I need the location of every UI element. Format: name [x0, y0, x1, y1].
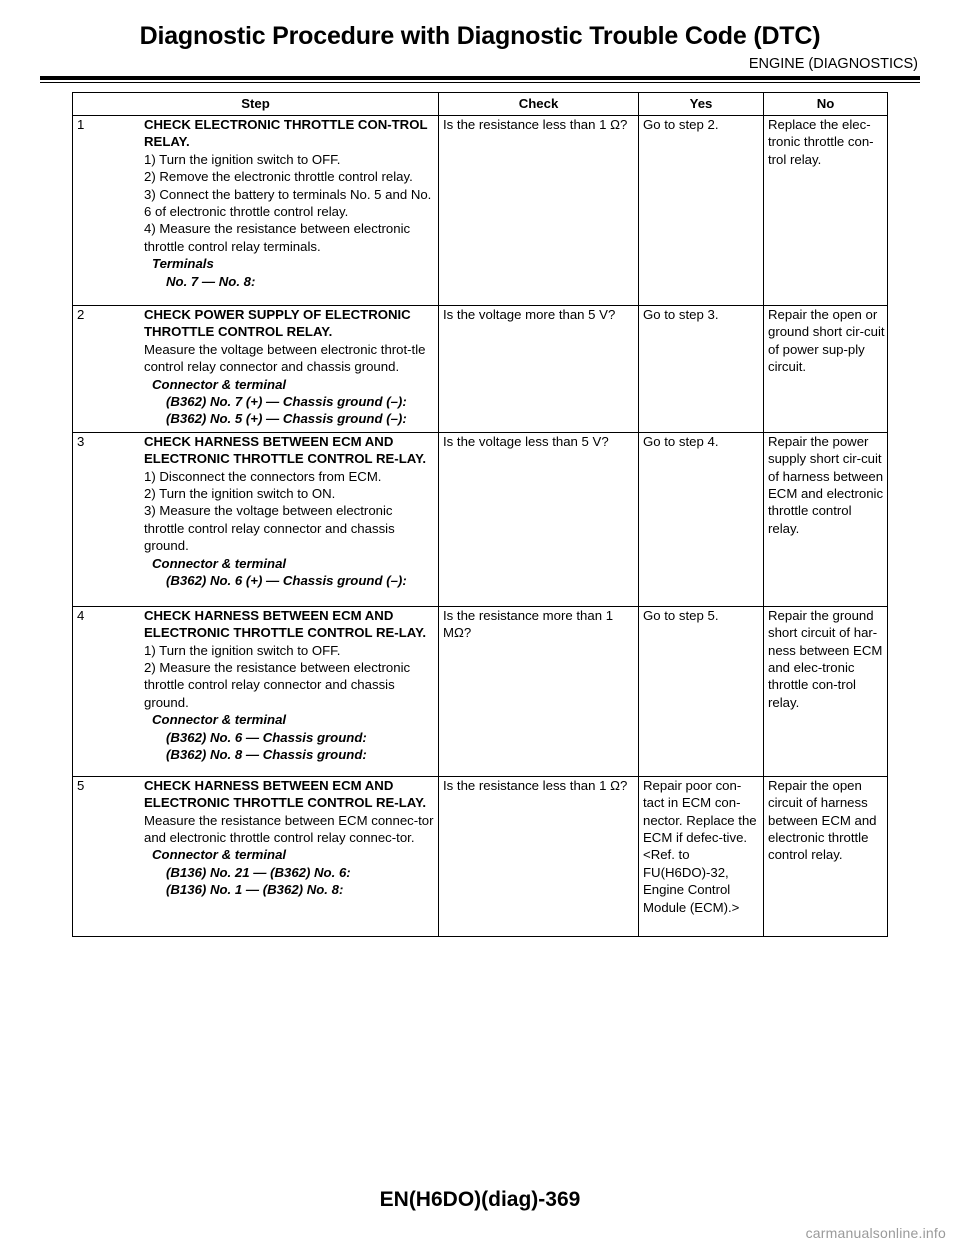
check-cell: Is the resistance less than 1 Ω?: [439, 776, 639, 936]
yes-cell: Go to step 5.: [639, 606, 764, 776]
step-title: CHECK POWER SUPPLY OF ELECTRONIC THROTTLE CONTROL RELAY.: [144, 307, 411, 340]
spec-value: (B362) No. 6 — Chassis ground:: [166, 729, 367, 745]
step-title: CHECK HARNESS BETWEEN ECM AND ELECTRONIC THROTTLE CONTROL RE-LAY.: [144, 777, 427, 811]
page-number: EN(H6DO)(diag)-369: [379, 1188, 581, 1211]
step-title: CHECK ELECTRONIC THROTTLE CON-TROL RELAY.: [144, 117, 428, 150]
yes-cell: Repair poor con-tact in ECM con-nector. Replace the ECM if defec-tive. <Ref. to FU(H6DO)-32, Engine Control Module (ECM).>: [639, 776, 764, 936]
column-header-yes: Yes: [639, 93, 764, 116]
step-cell: [73, 116, 439, 306]
step-cell: [73, 306, 439, 433]
step-number: 3: [77, 433, 85, 449]
column-header-step: Step: [73, 93, 439, 116]
header-rule-thin: [40, 82, 920, 83]
step-number: 2: [77, 307, 85, 322]
spec-value: (B362) No. 5 (+) — Chassis ground (–):: [166, 411, 407, 427]
table-row: [73, 306, 888, 433]
table-row: [73, 776, 888, 936]
table-row: [73, 116, 888, 306]
page-title: Diagnostic Procedure with Diagnostic Trouble Code (DTC): [139, 22, 821, 50]
step-cell: [73, 776, 439, 936]
table-header-row: [73, 93, 888, 116]
step-instruction: 2) Turn the ignition switch to ON.: [144, 486, 336, 502]
no-cell: Repair the open circuit of harness between ECM and electronic throttle control relay.: [764, 776, 888, 936]
check-cell: Is the resistance less than 1 Ω?: [439, 116, 639, 306]
spec-label: Connector & terminal: [152, 712, 287, 728]
spec-value: (B136) No. 1 — (B362) No. 8:: [166, 882, 344, 898]
step-instruction: 1) Disconnect the connectors from ECM.: [144, 468, 382, 484]
spec-value: No. 7 — No. 8:: [166, 273, 256, 289]
spec-label: Terminals: [152, 256, 214, 272]
column-header-check: Check: [439, 93, 639, 116]
step-instruction: Measure the voltage between electronic throt-tle control relay connector and chassis ground.: [144, 341, 426, 375]
no-cell: Repair the ground short circuit of har-ness between ECM and elec-tronic throttle con-trol relay.: [764, 606, 888, 776]
no-cell: Repair the open or ground short cir-cuit of power sup-ply circuit.: [764, 306, 888, 433]
table-row: [73, 432, 888, 606]
step-number: 5: [77, 777, 85, 793]
step-instruction: 2) Remove the electronic throttle control relay.: [144, 169, 413, 185]
step-number: 4: [77, 607, 85, 623]
yes-cell: Go to step 4.: [639, 432, 764, 606]
section-name: ENGINE (DIAGNOSTICS): [748, 56, 918, 72]
no-cell: Repair the power supply short cir-cuit of harness between ECM and electronic throttle control relay.: [764, 432, 888, 606]
spec-value: (B362) No. 8 — Chassis ground:: [166, 747, 367, 763]
spec-label: Connector & terminal: [152, 847, 287, 863]
yes-cell: Go to step 3.: [639, 306, 764, 433]
step-number: 1: [77, 117, 85, 132]
diagnostic-table: [72, 92, 888, 937]
spec-label: Connector & terminal: [152, 376, 287, 392]
spec-label: Connector & terminal: [152, 555, 287, 571]
step-cell: [73, 606, 439, 776]
spec-value: (B136) No. 21 — (B362) No. 6:: [166, 864, 351, 880]
step-instruction: 1) Turn the ignition switch to OFF.: [144, 151, 341, 167]
step-title: CHECK HARNESS BETWEEN ECM AND ELECTRONIC THROTTLE CONTROL RE-LAY.: [144, 433, 427, 467]
no-cell: Replace the elec-tronic throttle con-trol relay.: [764, 116, 888, 306]
yes-cell: Go to step 2.: [639, 116, 764, 306]
check-cell: Is the resistance more than 1 MΩ?: [439, 606, 639, 776]
watermark: carmanualsonline.info: [805, 1225, 946, 1241]
step-title: CHECK HARNESS BETWEEN ECM AND ELECTRONIC THROTTLE CONTROL RE-LAY.: [144, 607, 427, 641]
step-instruction: 3) Measure the voltage between electronic throttle control relay connector and chassis ground.: [144, 503, 395, 554]
header-rule-thick: [40, 76, 920, 80]
step-instruction: 2) Measure the resistance between electronic throttle control relay connector and chassis ground.: [144, 660, 411, 710]
check-cell: Is the voltage less than 5 V?: [439, 432, 639, 606]
spec-value: (B362) No. 7 (+) — Chassis ground (–):: [166, 394, 407, 410]
check-cell: Is the voltage more than 5 V?: [439, 306, 639, 433]
spec-value: (B362) No. 6 (+) — Chassis ground (–):: [166, 573, 407, 589]
step-cell: [73, 432, 439, 606]
table-row: [73, 606, 888, 776]
step-instruction: 1) Turn the ignition switch to OFF.: [144, 642, 341, 658]
column-header-no: No: [764, 93, 888, 116]
step-instruction: Measure the resistance between ECM connec-tor and electronic throttle control relay connec-tor.: [144, 812, 434, 846]
step-instruction: 3) Connect the battery to terminals No. 5 and No. 6 of electronic throttle control relay.: [144, 186, 432, 220]
step-instruction: 4) Measure the resistance between electronic throttle control relay terminals.: [144, 221, 411, 254]
